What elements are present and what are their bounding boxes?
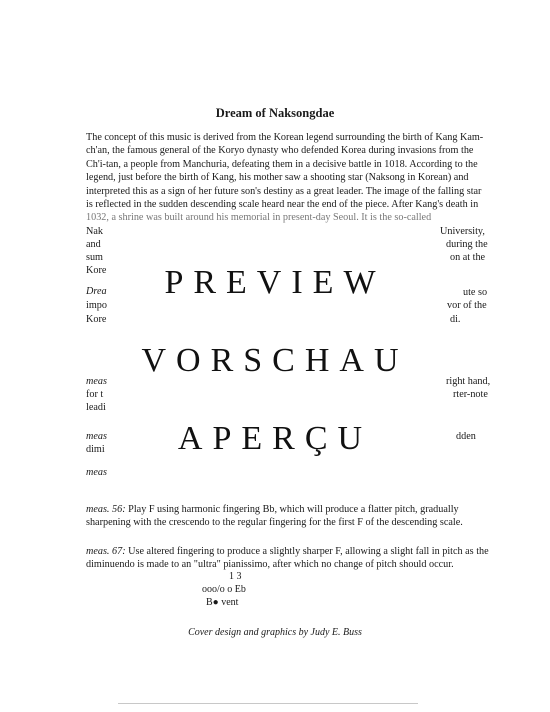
intro-line: interpreted this as a sign of her future son's destiny as a great leader. The image of the falling star (86, 185, 482, 197)
fingering-numbers: 1 3 (229, 571, 242, 582)
text-fragment: meas (86, 431, 107, 442)
watermark-preview: PREVIEW (164, 264, 386, 301)
fingering-keys: ooo/o o Eb (202, 584, 246, 595)
text-fragment: dimi (86, 444, 105, 455)
text-fragment: for t (86, 389, 104, 400)
text-fragment: leadi (86, 402, 106, 413)
watermark-apercu: APERÇU (177, 420, 373, 457)
text-fragment: and (86, 239, 101, 250)
intro-paragraph (86, 131, 504, 225)
text-fragment: meas (86, 467, 107, 478)
text-fragment: vor of the (447, 300, 487, 311)
text-fragment: impo (86, 300, 107, 311)
text-fragment: ute so (463, 287, 488, 298)
fingering-vent: B● vent (206, 597, 239, 608)
text-fragment: meas (86, 376, 107, 387)
text-fragment: sum (86, 252, 103, 263)
intro-line: is reflected in the sudden descending scale heard near the end of the piece. After Kang's death in (86, 198, 479, 210)
intro-line: The concept of this music is derived from the Korean legend surrounding the birth of Kang Kam- (86, 132, 484, 143)
note-meas-56 (86, 503, 504, 530)
intro-line: legend, just before the birth of Kang, his mother saw a shooting star (Naksong in Korean) and (86, 172, 469, 184)
text-fragment: Kore (86, 314, 107, 325)
note-meas-67 (86, 545, 504, 572)
text-fragment: during the (446, 239, 488, 250)
watermark-vorschau: VORSCHAU (141, 342, 409, 379)
text-fragment: right hand, (446, 376, 491, 387)
intro-line: ch'an, the famous general of the Koryo dynasty who defended Korea during invasions from the (86, 145, 474, 157)
text-fragment: di. (450, 314, 461, 325)
note-label: meas. 67: (86, 546, 126, 557)
text-fragment: University, (440, 226, 485, 237)
footer-rule (118, 703, 418, 704)
text-fragment: dden (456, 431, 476, 442)
text-fragment: rter-note (453, 389, 488, 400)
text-fragment: on at the (450, 252, 486, 263)
note-text: Use altered fingering to produce a slightly sharper F, allowing a slight fall in pitch as the diminuendo is made to an "ultra" pianissimo, after which no change of pitch should occur. (86, 546, 489, 571)
text-fragment: Nak (86, 226, 103, 237)
document-title: Dream of Naksongdae (215, 106, 335, 120)
text-fragment: Drea (86, 286, 107, 297)
text-fragment: Kore (86, 265, 107, 276)
intro-line: Ch'i-tan, a people from Manchuria, defeating them in a decisive battle in 1018. According to the (86, 158, 478, 170)
cover-credit: Cover design and graphics by Judy E. Buss (188, 627, 362, 638)
note-text: Play F using harmonic fingering Bb, which will produce a flatter pitch, gradually sharpening with the crescendo to the regular fingering for the first F of the descending scale. (86, 504, 463, 529)
note-label: meas. 56: (86, 504, 126, 515)
intro-line: 1032, a shrine was built around his memorial in present-day Seoul. It is the so-called (86, 212, 432, 224)
